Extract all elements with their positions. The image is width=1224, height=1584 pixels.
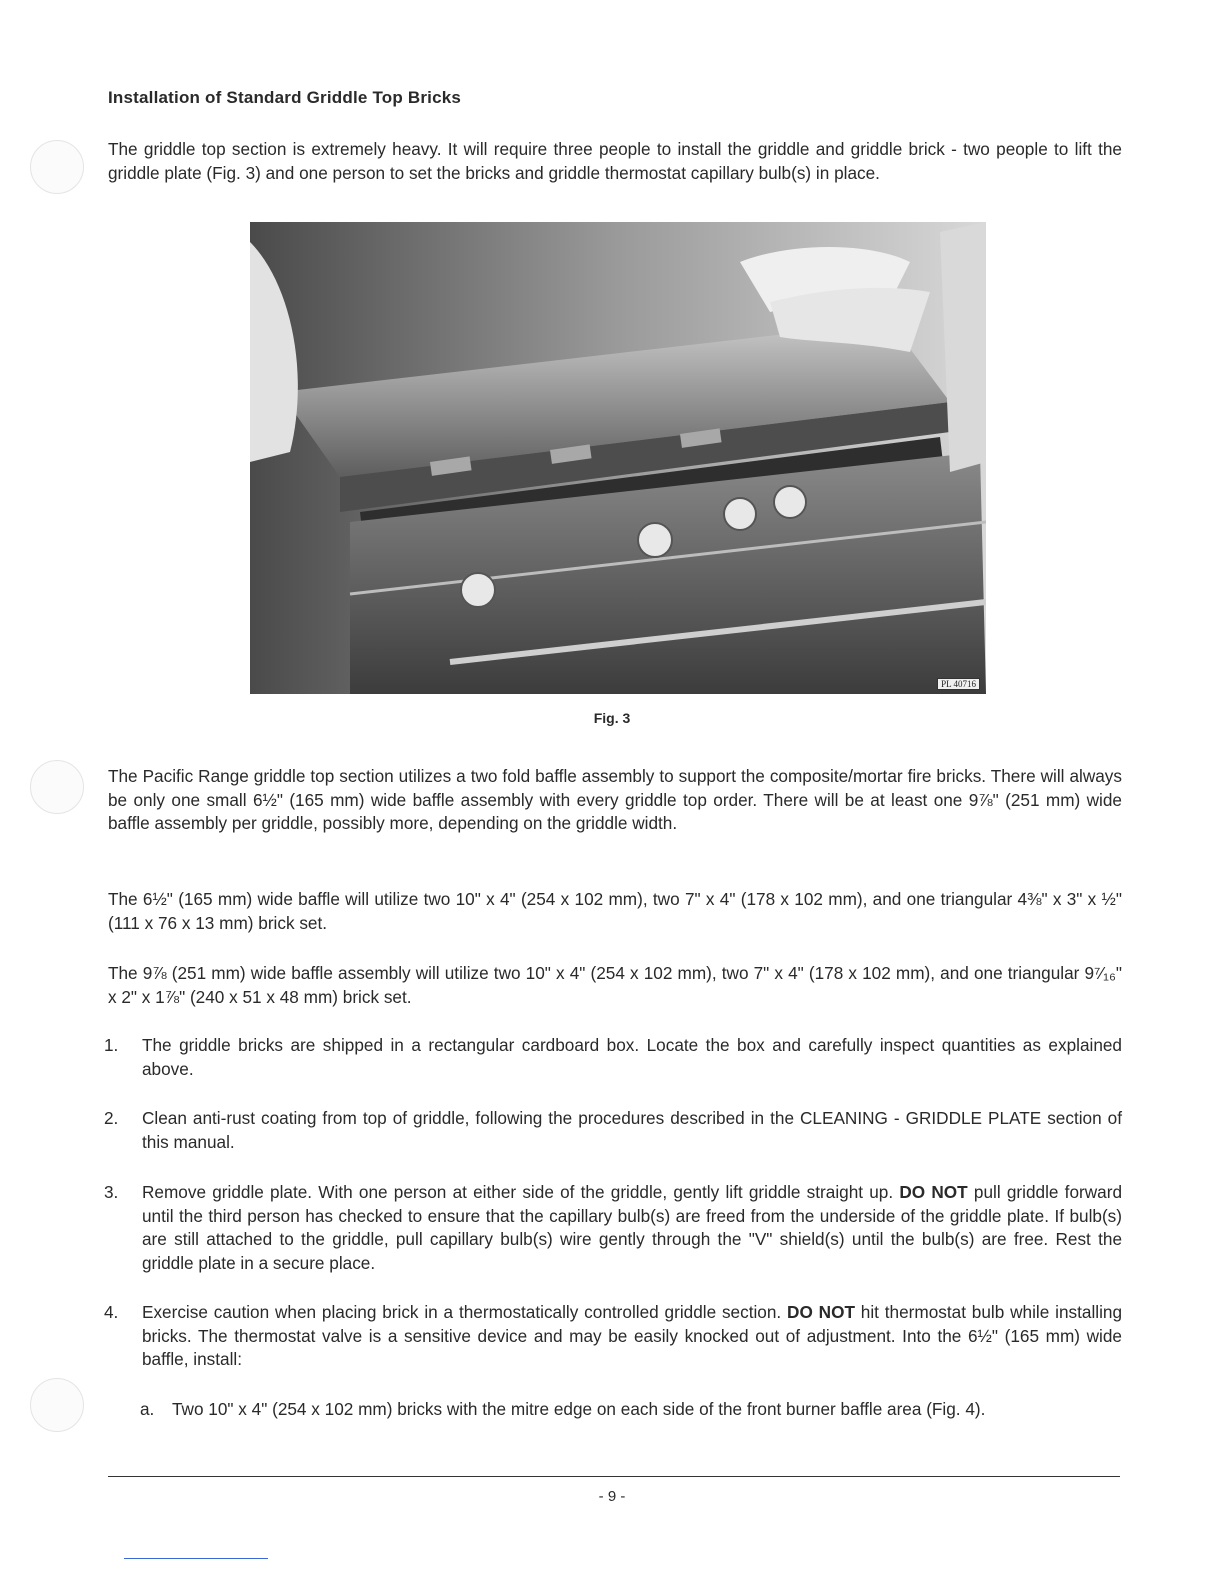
warning-emphasis: DO NOT [787, 1302, 855, 1322]
step-text: Clean anti-rust coating from top of griddle, following the procedures described in the CLEANING - GRIDDLE PLATE section of this manual. [142, 1108, 1122, 1152]
binder-hole-top [30, 140, 84, 194]
step-number: 3. [104, 1182, 119, 1202]
step-number: 2. [104, 1108, 119, 1128]
photo-illustration [250, 222, 986, 694]
scan-artifact-line [124, 1558, 268, 1559]
substep-letter: a. [140, 1399, 155, 1419]
figure-caption: Fig. 3 [593, 710, 631, 726]
step-text-rest: hit thermostat bulb while installing bricks. The thermostat valve is a sensitive device and may be easily knocked out of adjustment. Into the 6½" (165 mm) wide baffle, install: [142, 1302, 1123, 1369]
griddle-installation-photo [250, 222, 986, 694]
photo-reference-label: PL 40716 [937, 678, 980, 690]
large-baffle-paragraph: The 9⅞ (251 mm) wide baffle assembly will utilize two 10" x 4" (254 x 102 mm), two 7" x 4" (178 x 102 mm), and one triangular 9⁷⁄₁₆" x 2" x 1⅞" (240 x 51 x 48 mm) brick set. [108, 963, 1122, 1007]
section-heading: Installation of Standard Griddle Top Bricks [108, 88, 462, 107]
list-item [104, 1301, 1122, 1372]
intro-paragraph: The griddle top section is extremely heavy. It will require three people to install the griddle and griddle brick - two people to lift the griddle plate (Fig. 3) and one person to set the bricks and griddle thermostat capillary bulb(s) in place. [108, 139, 1122, 183]
page-number: - 9 - [598, 1488, 626, 1505]
warning-emphasis: DO NOT [899, 1182, 968, 1202]
step-text-rest: pull griddle forward until the third person has checked to ensure that the capillary bulb(s) are freed from the underside of the griddle plate. If bulb(s) are still attached to the griddle, pull capillary bulb(s) wire gently through the "V" shield(s) until the bulb(s) are free. Rest the griddle plate in a secure place. [142, 1182, 1122, 1273]
sub-list-item [140, 1398, 1122, 1422]
step-text [142, 1181, 1122, 1275]
footer-divider [108, 1476, 1120, 1477]
binder-hole-middle [30, 760, 84, 814]
step-text-lead: Remove griddle plate. With one person at either side of the griddle, gently lift griddle straight up. [142, 1182, 900, 1202]
list-item [104, 1107, 1122, 1154]
small-baffle-paragraph: The 6½" (165 mm) wide baffle will utilize two 10" x 4" (254 x 102 mm), two 7" x 4" (178 x 102 mm), and one triangular 4⅜" x 3" x ½" (111 x 76 x 13 mm) brick set. [108, 889, 1122, 933]
step-number: 4. [104, 1302, 119, 1322]
list-item [104, 1034, 1122, 1081]
substep-text: Two 10" x 4" (254 x 102 mm) bricks with the mitre edge on each side of the front burner baffle area (Fig. 4). [172, 1399, 986, 1419]
binder-hole-bottom [30, 1378, 84, 1432]
step-text: The griddle bricks are shipped in a rectangular cardboard box. Locate the box and carefully inspect quantities as explained above. [142, 1035, 1122, 1079]
step-number: 1. [104, 1035, 119, 1055]
baffle-description-paragraph: The Pacific Range griddle top section utilizes a two fold baffle assembly to support the composite/mortar fire bricks. There will always be only one small 6½" (165 mm) wide baffle assembly with every griddle top order. There will be at least one 9⅞" (251 mm) wide baffle assembly per griddle, possibly more, depending on the griddle width. [108, 766, 1122, 833]
list-item [104, 1181, 1122, 1275]
step-text-lead: Exercise caution when placing brick in a thermostatically controlled griddle section. [142, 1302, 788, 1322]
step-text [142, 1301, 1122, 1372]
